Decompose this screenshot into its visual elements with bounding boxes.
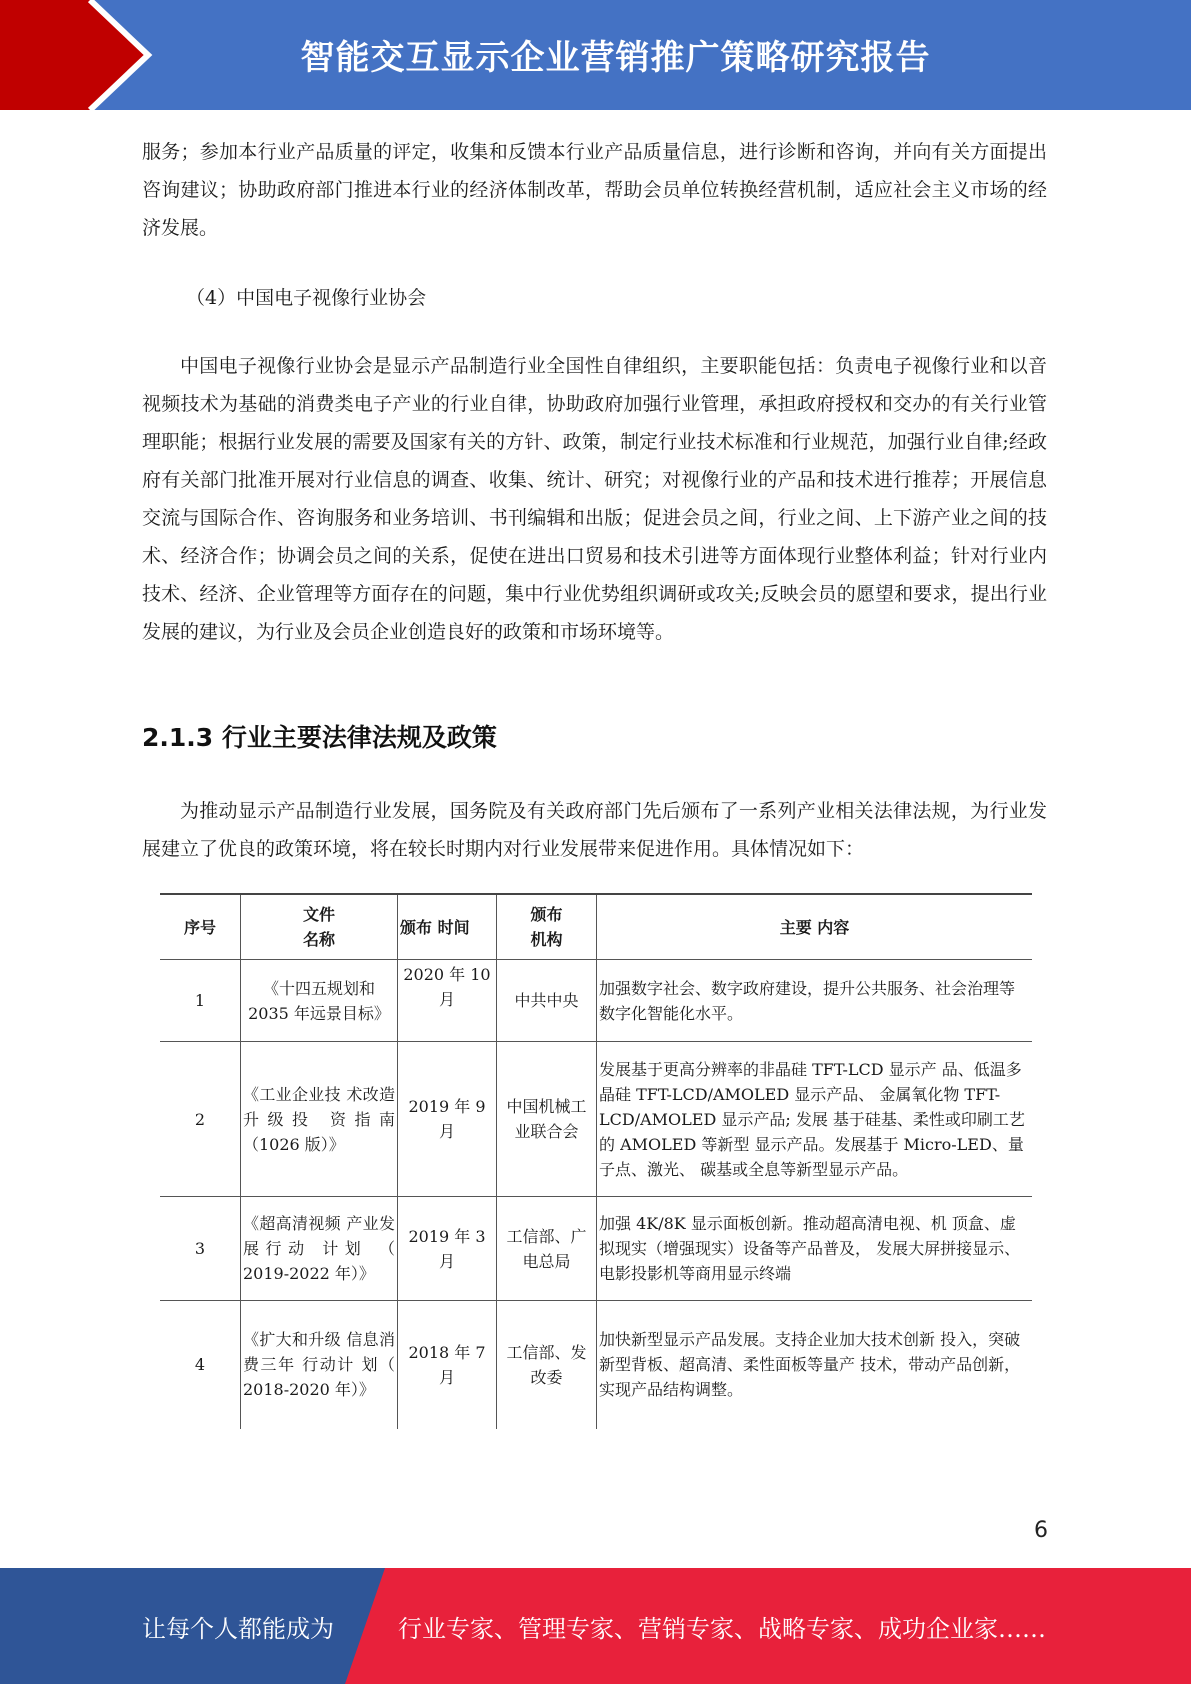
row-org: 工信部、广电总局 <box>497 1197 597 1301</box>
row-org: 工信部、发改委 <box>497 1301 597 1429</box>
header-content: 主要 内容 <box>597 894 1033 960</box>
page-header <box>0 0 1191 110</box>
row-content: 加强 4K/8K 显示面板创新。推动超高清电视、机 顶盒、虚拟现实（增强现实）设备等产品普及， 发展大屏拼接显示、电影投影机等商用显示终端 <box>597 1197 1033 1301</box>
row-doc: 《十四五规划和 2035 年远景目标》 <box>241 960 398 1042</box>
table-header-row <box>160 894 1032 960</box>
header-date: 颁布 时间 <box>398 894 497 960</box>
row-org: 中共中央 <box>497 960 597 1042</box>
header-doc-line2: 名称 <box>302 930 335 949</box>
paragraph-continued: 服务；参加本行业产品质量的评定，收集和反馈本行业产品质量信息，进行诊断和咨询，并向有关方面提出咨询建议；协助政府部门推进本行业的经济体制改革，帮助会员单位转换经营机制，适应社会主义市场的经济发展。 <box>142 141 1047 239</box>
footer-slogan-right: 行业专家、管理专家、营销专家、战略专家、成功企业家…… <box>398 1614 1046 1643</box>
page-number: 6 <box>1034 1518 1048 1543</box>
table-row <box>160 1301 1032 1429</box>
row-doc: 《工业企业技 术改造升级投 资指南（1026 版）》 <box>241 1042 398 1197</box>
section-heading: 2.1.3 行业主要法律法规及政策 <box>142 723 497 752</box>
header-doc-line1: 文件 <box>302 905 335 924</box>
table-row <box>160 960 1032 1042</box>
row-no: 1 <box>160 960 241 1042</box>
row-date: 2018 年 7 月 <box>398 1301 497 1429</box>
page-footer <box>0 1568 1191 1684</box>
report-title: 智能交互显示企业营销推广策略研究报告 <box>300 37 931 78</box>
table-row <box>160 1042 1032 1197</box>
footer-slogan-left: 让每个人都能成为 <box>142 1614 334 1643</box>
policy-table <box>160 893 1032 1429</box>
header-no: 序号 <box>160 894 241 960</box>
subsection-label-4: （4）中国电子视像行业协会 <box>186 287 427 309</box>
row-doc: 《超高清视频 产业发展行动 计划 （ 2019-2022 年）》 <box>241 1197 398 1301</box>
row-content: 加快新型显示产品发展。支持企业加大技术创新 投入，突破新型背板、超高清、柔性面板等量产 技术，带动产品创新，实现产品结构调整。 <box>597 1301 1033 1429</box>
row-org: 中国机械工业联合会 <box>497 1042 597 1197</box>
row-doc: 《扩大和升级 信息消费三年 行动计 划（ 2018-2020 年）》 <box>241 1301 398 1429</box>
header-org-line1: 颁布 <box>530 905 563 924</box>
row-date: 2020 年 10 月 <box>398 960 497 1042</box>
row-date: 2019 年 3 月 <box>398 1197 497 1301</box>
header-org <box>497 894 597 960</box>
row-no: 3 <box>160 1197 241 1301</box>
header-doc <box>241 894 398 960</box>
row-content: 加强数字社会、数字政府建设，提升公共服务、社会治理等数字化智能化水平。 <box>597 960 1033 1042</box>
paragraph-video-association: 中国电子视像行业协会是显示产品制造行业全国性自律组织，主要职能包括：负责电子视像行业和以音视频技术为基础的消费类电子产业的行业自律，协助政府加强行业管理，承担政府授权和交办的有关行业管理职能；根据行业发展的需要及国家有关的方针、政策，制定行业技术标准和行业规范，加强行业自律;经政府有关部门批准开展对行业信息的调查、收集、统计、研究；对视像行业的产品和技术进行推荐；开展信息交流与国际合作、咨询服务和业务培训、书刊编辑和出版；促进会员之间，行业之间、上下游产业之间的技术、经济合作；协调会员之间的关系，促使在进出口贸易和技术引进等方面体现行业整体利益；针对行业内技术、经济、企业管理等方面存在的问题，集中行业优势组织调研或攻关;反映会员的愿望和要求，提出行业发展的建议，为行业及会员企业创造良好的政策和市场环境等。 <box>142 355 1047 643</box>
row-date: 2019 年 9 月 <box>398 1042 497 1197</box>
row-no: 2 <box>160 1042 241 1197</box>
row-content: 发展基于更高分辨率的非晶硅 TFT-LCD 显示产 品、低温多晶硅 TFT-LCD/AMOLED 显示产品、 金属氧化物 TFT-LCD/AMOLED 显示产品; 发展 基于硅基、柔性或印刷工艺的 AMOLED 等新型 显示产品。发展基于 Micro-LED、量子点、激光、 碳基或全息等新型显示产品。 <box>597 1042 1033 1197</box>
header-org-line2: 机构 <box>530 930 563 949</box>
table-row <box>160 1197 1032 1301</box>
paragraph-section-intro: 为推动显示产品制造行业发展，国务院及有关政府部门先后颁布了一系列产业相关法律法规，为行业发展建立了优良的政策环境，将在较长时期内对行业发展带来促进作用。具体情况如下： <box>142 800 1047 860</box>
row-no: 4 <box>160 1301 241 1429</box>
header-chevron-icon <box>0 0 160 110</box>
